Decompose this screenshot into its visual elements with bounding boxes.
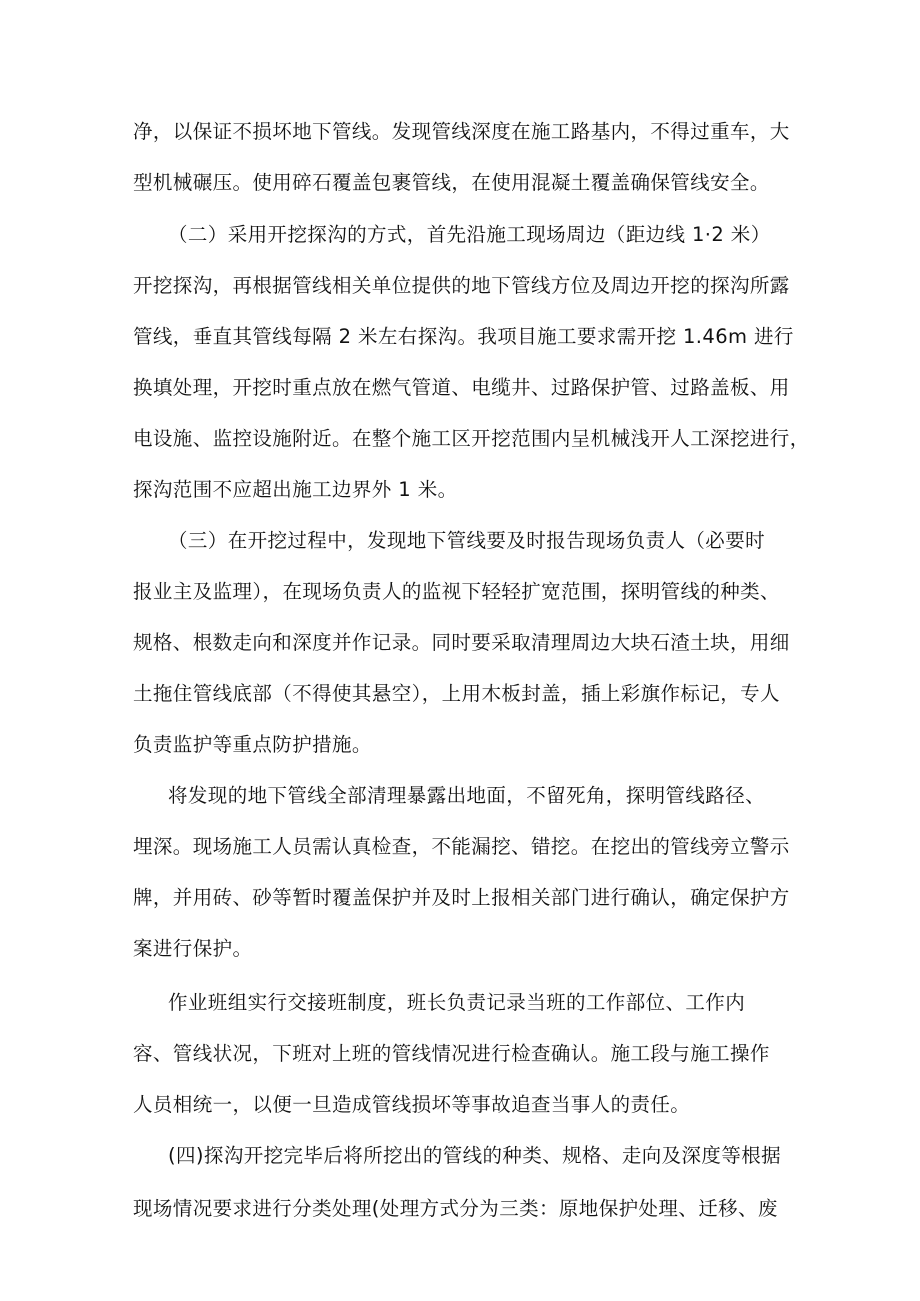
text-line: 型机械碾压。使用碎石覆盖包裹管线，在使用混凝土覆盖确保管线安全。	[133, 171, 770, 194]
text-line: 开挖探沟，再根据管线相关单位提供的地下管线方位及周边开挖的探沟所露	[133, 274, 790, 297]
text-line: 将发现的地下管线全部清理暴露出地面，不留死角，探明管线路径、	[168, 784, 766, 807]
text-line: 电设施、监控设施附近。在整个施工区开挖范围内呈机械浅开人工深挖进行，	[133, 427, 810, 450]
text-line: 埋深。现场施工人员需认真检查，不能漏挖、错挖。在挖出的管线旁立警示	[133, 835, 790, 858]
text-line: 人员相统一，以便一旦造成管线损坏等事故追查当事人的责任。	[133, 1093, 691, 1116]
text-line: 报业主及监理），在现场负责人的监视下轻轻扩宽范围，探明管线的种类、	[133, 580, 780, 603]
text-line: 规格、根数走向和深度并作记录。同时要采取清理周边大块石渣土块，用细	[133, 631, 790, 654]
text-line: 探沟范围不应超出施工边界外 1 米。	[133, 478, 458, 501]
text-line: 管线，垂直其管线每隔 2 米左右探沟。我项目施工要求需开挖 1.46m 进行	[133, 325, 794, 348]
text-line: 换填处理，开挖时重点放在燃气管道、电缆井、过路保护管、过路盖板、用	[133, 376, 790, 399]
text-line: 作业班组实行交接班制度，班长负责记录当班的工作部位、工作内	[168, 991, 746, 1014]
text-line: (四)探沟开挖完毕后将所挖出的管线的种类、规格、走向及深度等根据	[168, 1144, 782, 1167]
text-line: 土拖住管线底部（不得使其悬空），上用木板封盖，插上彩旗作标记，专人	[133, 682, 780, 705]
text-line: （二）采用开挖探沟的方式，首先沿施工现场周边（距边线 1·2 米）	[168, 223, 771, 246]
text-line: 牌，并用砖、砂等暂时覆盖保护并及时上报相关部门进行确认，确定保护方	[133, 886, 790, 909]
text-line: 容、管线状况，下班对上班的管线情况进行检查确认。施工段与施工操作	[133, 1042, 770, 1065]
text-line: （三）在开挖过程中，发现地下管线要及时报告现场负责人（必要时	[168, 529, 766, 552]
text-line: 案进行保护。	[133, 937, 253, 960]
text-line: 负责监护等重点防护措施。	[133, 733, 372, 756]
text-line: 现场情况要求进行分类处理(处理方式分为三类：原地保护处理、迁移、废	[133, 1197, 778, 1220]
text-line: 净，以保证不损坏地下管线。发现管线深度在施工路基内，不得过重车，大	[133, 120, 790, 143]
